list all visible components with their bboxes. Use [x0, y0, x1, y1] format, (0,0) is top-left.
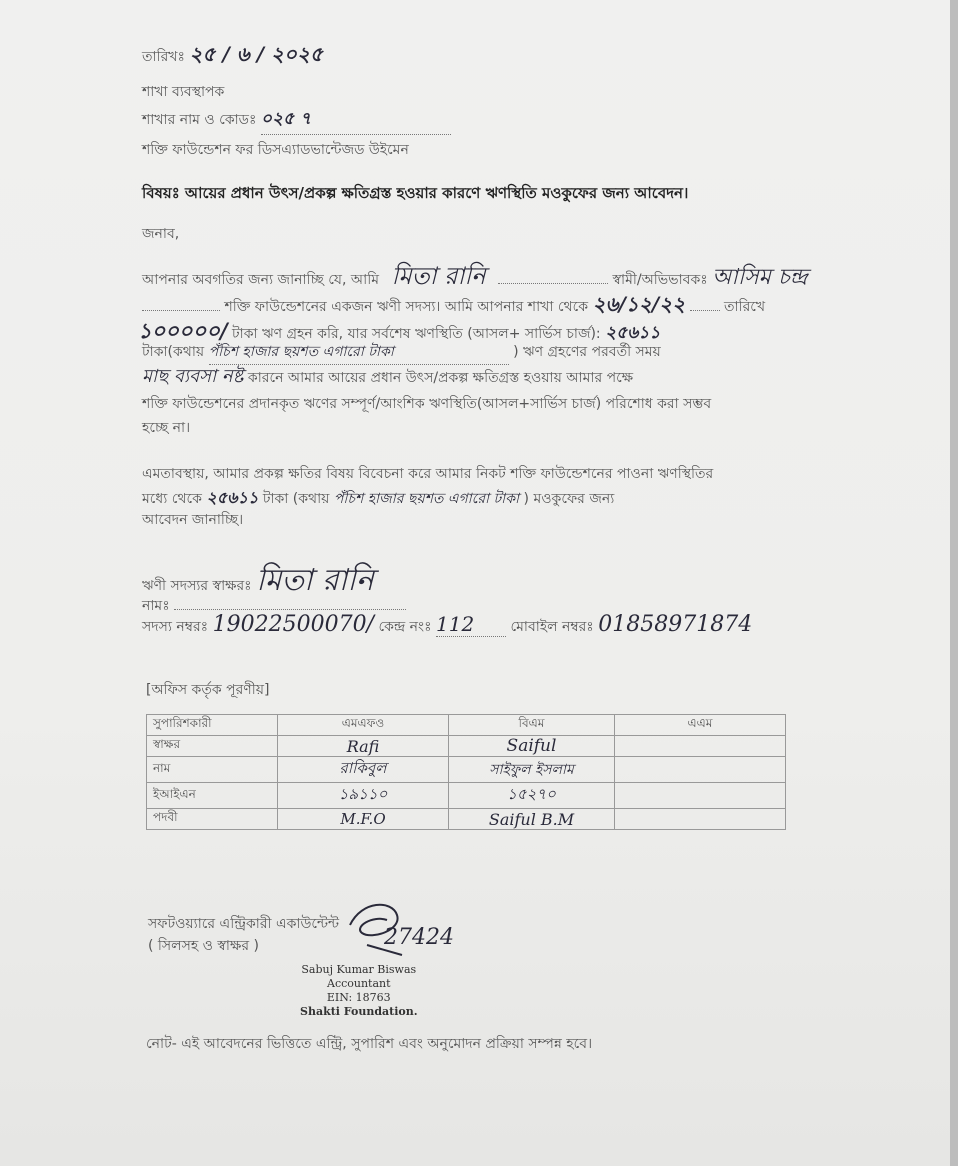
para1-text: কারনে আমার আয়ের প্রধান উৎস/প্রকল্প ক্ষতিগ্রস্ত হওয়ায় আমার পক্ষে [247, 370, 634, 386]
waiver-amount: ২৫৬১১ [206, 488, 259, 507]
table-cell: ১৯১১০ [278, 783, 449, 809]
branch-line [142, 106, 451, 135]
member-ids-line [142, 612, 752, 639]
member-no-label: সদস্য নম্বরঃ [142, 619, 209, 635]
para2-text: মধ্যে থেকে [142, 491, 202, 507]
table-cell [615, 736, 786, 757]
stamp-line: Sabuj Kumar Biswas [301, 963, 417, 976]
table-cell: Saiful B.M [449, 809, 615, 830]
greeting: জনাব, [142, 226, 180, 242]
loss-reason: মাছ ব্যবসা নষ্ট [142, 366, 244, 387]
column-header: এমএফও [278, 715, 449, 736]
loan-date: ২৬/১২/২২ [592, 292, 686, 316]
stamp-line: Shakti Foundation. [300, 1005, 418, 1018]
table-cell: Saiful [449, 736, 615, 757]
stamp-line: EIN: 18763 [326, 991, 391, 1004]
para1-text: আপনার অবগতির জন্য জানাচ্ছি যে, আমি [142, 272, 380, 288]
loan-amount: ১০০০০০/ [138, 318, 228, 343]
column-header: বিএম [449, 715, 615, 736]
office-heading: [অফিস কর্তৃক পূরণীয়] [146, 682, 270, 698]
guardian-name: আসিম চন্দ্র [712, 265, 808, 290]
para1-text: ) ঋণ গ্রহণের পরবর্তী সময় [513, 344, 661, 360]
table-header-row [147, 715, 786, 736]
para1-line5 [142, 362, 633, 393]
table-row [147, 783, 786, 809]
table-row [147, 736, 786, 757]
mobile-no: 01858971874 [598, 612, 753, 637]
table-cell [615, 783, 786, 809]
member-signature-label: ঋণী সদস্যর স্বাক্ষরঃ [142, 578, 252, 594]
accountant-line1: সফটওয়্যারে এন্ট্রিকারী একাউন্টেন্ট [148, 916, 340, 932]
para2-text: টাকা (কথায় [262, 491, 330, 507]
table-cell: ১৫২৭০ [449, 783, 615, 809]
accountant-stamp [300, 963, 418, 1019]
member-name-label: নামঃ [142, 598, 170, 614]
branch-value: ০২৫ ৭ [261, 106, 451, 135]
para2-line1: এমতাবস্থায়, আমার প্রকল্প ক্ষতির বিষয় বিবেচনা করে আমার নিকট শক্তি ফাউন্ডেশনের পাওনা ঋণস্থিতির [142, 466, 714, 482]
office-table [146, 714, 786, 830]
dotted-fill [174, 609, 406, 610]
loan-balance: ২৫৬১১ [605, 323, 661, 343]
table-row [147, 809, 786, 830]
para1-text: টাকা ঋণ গ্রহন করি, যার সর্বশেষ ঋণস্থিতি (আসল+ সার্ভিস চার্জ): [232, 326, 601, 342]
guardian-label: স্বামী/অভিভাবকঃ [612, 272, 708, 288]
para1-text: তারিখে [724, 299, 766, 315]
row-label: পদবী [147, 809, 278, 830]
column-header: এএম [615, 715, 786, 736]
table-cell: সাইফুল ইসলাম [449, 757, 615, 783]
mobile-label: মোবাইল নম্বরঃ [510, 619, 594, 635]
row-label: ইআইএন [147, 783, 278, 809]
branch-label: শাখার নাম ও কোডঃ [142, 112, 257, 128]
date-label: তারিখঃ [142, 49, 185, 65]
para1-line6: শক্তি ফাউন্ডেশনের প্রদানকৃত ঋণের সম্পূর্ণ/আংশিক ঋণস্থিতি(আসল+সার্ভিস চার্জ) পরিশোধ করা সম্ভব [142, 396, 712, 412]
note: নোট- এই আবেদনের ভিত্তিতে এন্ট্রি, সুপারিশ এবং অনুমোদন প্রক্রিয়া সম্পন্ন হবে। [146, 1036, 593, 1052]
dotted-fill [142, 310, 220, 311]
table-cell [615, 757, 786, 783]
row-label: নাম [147, 757, 278, 783]
table-cell: Rafi [278, 736, 449, 757]
para1-line7: হচ্ছে না। [142, 420, 191, 436]
subject: বিষয়ঃ আয়ের প্রধান উৎস/প্রকল্প ক্ষতিগ্রস্ত হওয়ার কারণে ঋণস্থিতি মওকুফের জন্য আবেদন। [142, 184, 689, 202]
applicant-name: মিতা রানি [391, 262, 486, 290]
para2-text: ) মওকুফের জন্য [523, 491, 615, 507]
org-line: শক্তি ফাউন্ডেশন ফর ডিসএ্যাডভান্টেজড উইমেন [142, 142, 409, 158]
member-signature: মিতা রানি [256, 563, 374, 598]
member-no: 19022500070/ [212, 612, 374, 637]
row-label: স্বাক্ষর [147, 736, 278, 757]
para1-text: টাকা(কথায় [142, 344, 205, 360]
center-no: 112 [436, 612, 506, 637]
accountant-signature-scribble [342, 895, 412, 965]
table-cell: M.F.O [278, 809, 449, 830]
table-cell [615, 809, 786, 830]
recipient-line: শাখা ব্যবস্থাপক [142, 84, 225, 100]
dotted-fill [690, 310, 720, 311]
dotted-fill [498, 283, 608, 284]
table-row [147, 757, 786, 783]
center-label: কেন্দ্র নংঃ [378, 619, 432, 635]
stamp-line: Accountant [327, 977, 391, 990]
date-value: ২৫ / ৬ / ২০২৫ [189, 42, 323, 66]
accountant-signature-number: 27424 [384, 925, 454, 950]
waiver-in-words: পঁচিশ হাজার ছয়শত এগারো টাকা [333, 491, 520, 507]
column-header: সুপারিশকারী [147, 715, 278, 736]
accountant-line2: ( সিলসহ ও স্বাক্ষর ) [148, 938, 259, 954]
balance-in-words: পঁচিশ হাজার ছয়শত এগারো টাকা [209, 340, 509, 365]
para2-line3: আবেদন জানাচ্ছি। [142, 512, 244, 528]
table-cell: রাকিবুল [278, 757, 449, 783]
para1-text: শক্তি ফাউন্ডেশনের একজন ঋণী সদস্য। আমি আপনার শাখা থেকে [224, 299, 589, 315]
date-line [142, 40, 323, 73]
